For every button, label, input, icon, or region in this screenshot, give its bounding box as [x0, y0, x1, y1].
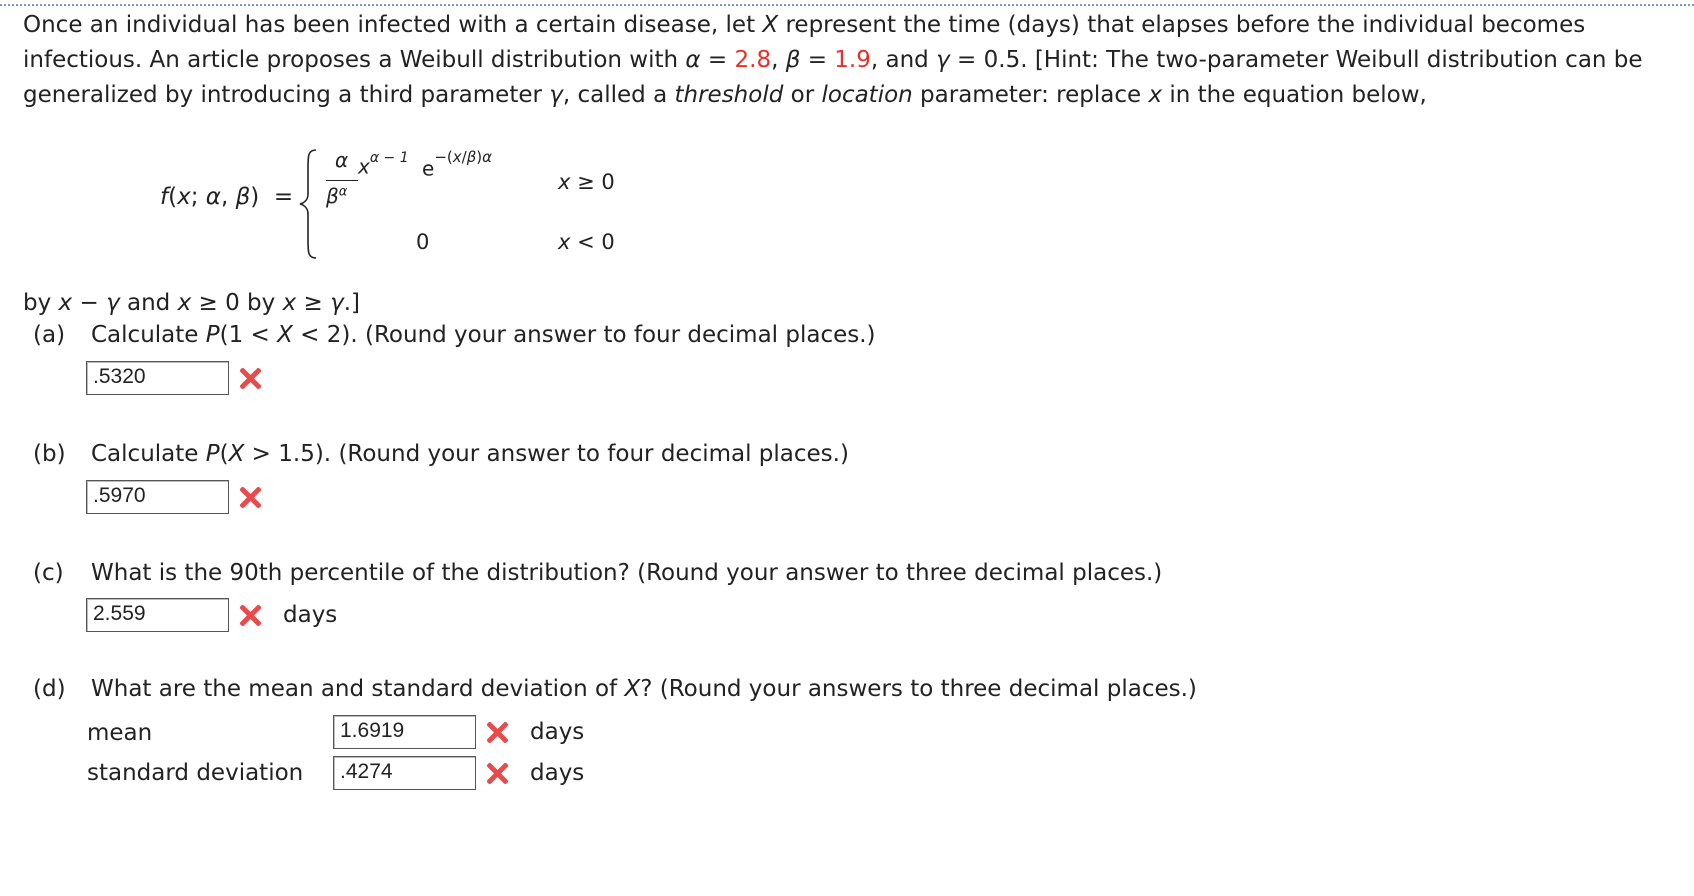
answer-row-c [86, 598, 337, 632]
top-divider [0, 4, 1694, 6]
incorrect-icon [485, 761, 509, 785]
answer-row-a [86, 361, 262, 395]
answer-b-input[interactable]: .5970 [86, 480, 229, 514]
question-c: (c) What is the 90th percentile of the distribution? (Round your answer to three decimal places.) [33, 560, 1163, 586]
answer-row-b [86, 480, 262, 514]
mean-input[interactable]: 1.6919 [333, 715, 476, 749]
mean-label: mean [87, 720, 153, 746]
question-a: (a) Calculate P(1 < X < 2). (Round your answer to four decimal places.) [33, 322, 876, 348]
hint-end: by x − γ and x ≥ 0 by x ≥ γ.] [23, 290, 361, 316]
answer-row-mean [333, 715, 584, 749]
incorrect-icon [485, 720, 509, 744]
case-condition-1: x ≥ 0 [558, 170, 615, 194]
unit-label: days [530, 760, 585, 786]
case-value-zero: 0 [416, 230, 430, 254]
sd-label: standard deviation [87, 760, 304, 786]
unit-label: days [530, 719, 585, 745]
incorrect-icon [238, 366, 262, 390]
case-condition-2: x < 0 [558, 230, 615, 254]
answer-a-input[interactable]: .5320 [86, 361, 229, 395]
sd-input[interactable]: .4274 [333, 756, 476, 790]
left-brace [298, 148, 318, 260]
question-d: (d) What are the mean and standard deviation of X? (Round your answers to three decimal places.) [33, 676, 1197, 702]
unit-label: days [283, 602, 338, 628]
question-b: (b) Calculate P(X > 1.5). (Round your answer to four decimal places.) [33, 441, 849, 467]
answer-row-sd [333, 756, 584, 790]
incorrect-icon [238, 603, 262, 627]
weibull-pdf-formula: f(x; α, β) = α $\beta^\alpha$ $x^{\alpha - 1}$ $e^{-(x/\beta)\alpha}$ x ≥ 0 0 x < 0 [0, 140, 900, 260]
answer-c-input[interactable]: 2.559 [86, 598, 229, 632]
problem-intro: Once an individual has been infected with a certain disease, let X represent the time (days) that elapses before the individual becomes infectious. An article proposes a Weibull distribution with α = 2.8, β = 1.9, and γ = 0.5. [Hint: The two-parameter Weibull distribution can be generalized by introducing a third parameter γ, called a threshold or location parameter: replace x in the equation below, [23, 12, 1643, 108]
formula-lhs: f(x; α, β) = [160, 184, 294, 210]
incorrect-icon [238, 485, 262, 509]
